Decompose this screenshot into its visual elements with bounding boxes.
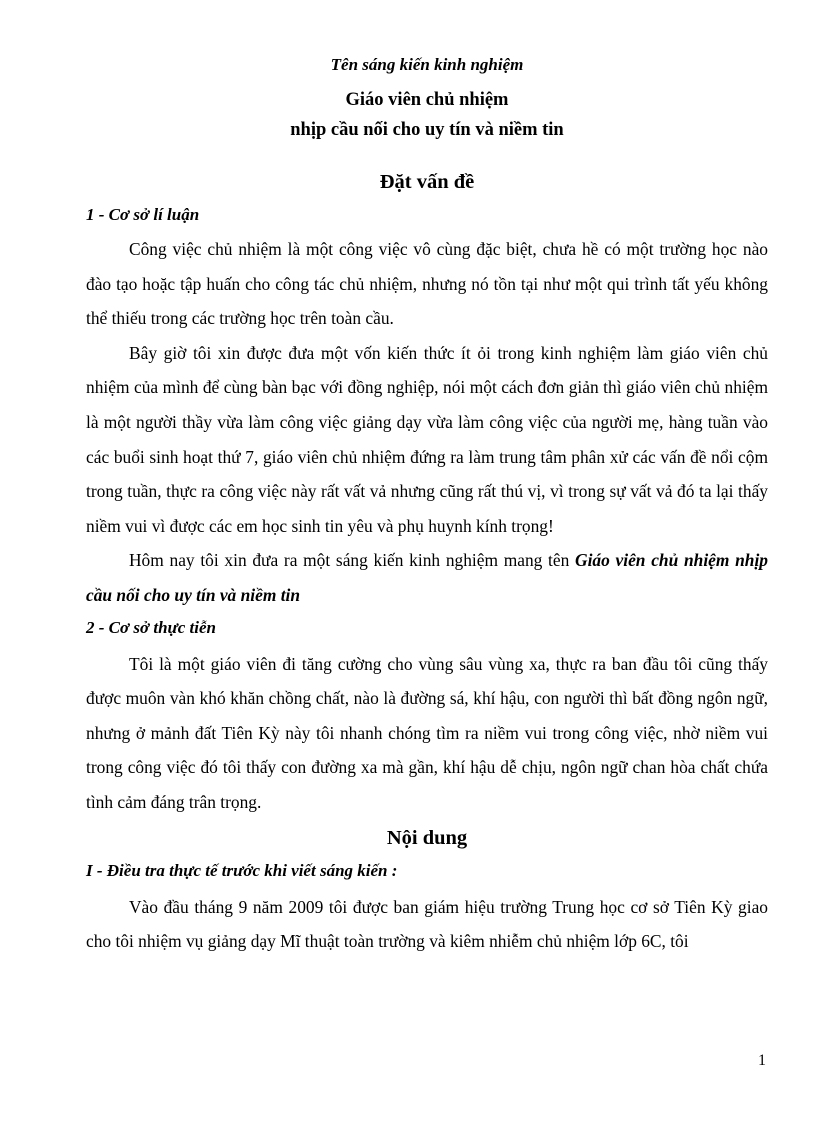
subsection-heading-dieu-tra-thuc-te: I - Điều tra thực tế trước khi viết sáng kiến : [86, 860, 398, 880]
paragraph-3-prefix: Hôm nay tôi xin đưa ra một sáng kiến kinh nghiệm mang tên [129, 550, 576, 571]
paragraph-3-emphasis: Giáo viên chủ nhiệm nhịp cầu nối cho uy tín và niềm tin [86, 550, 768, 605]
page-number: 1 [758, 1052, 766, 1069]
section-heading-dat-van-de: Đặt vấn đề [379, 171, 475, 193]
paragraph-3 [86, 543, 768, 612]
subsection-heading-co-so-li-luan: 1 - Cơ sở lí luận [86, 205, 200, 224]
document-title-line-2: nhịp cầu nối cho uy tín và niềm tin [290, 120, 564, 140]
document-page [86, 54, 768, 959]
subsection-heading-co-so-thuc-tien: 2 - Cơ sở thực tiễn [86, 617, 216, 637]
paragraph-5: Vào đầu tháng 9 năm 2009 tôi được ban giám hiệu trường Trung học cơ sở Tiên Kỳ giao cho tôi nhiệm vụ giảng dạy Mĩ thuật toàn trường và kiêm nhiễm chủ nhiệm lớp 6C, tôi [86, 896, 768, 952]
paragraph-1: Công việc chủ nhiệm là một công việc vô cùng đặc biệt, chưa hề có một trường học nào đào tạo hoặc tập huấn cho công tác chủ nhiệm, nhưng nó tồn tại như một qui trình tất yếu không thể thiếu trong các trường học trên toàn cầu. [86, 239, 768, 329]
paragraph-4: Tôi là một giáo viên đi tăng cường cho vùng sâu vùng xa, thực ra ban đầu tôi cũng thấy được muôn vàn khó khăn chồng chất, nào là đường sá, khí hậu, con người thì bất đồng ngôn ngữ, nhưng ở mảnh đất Tiên Kỳ này tôi nhanh chóng tìm ra niềm vui trong công việc, nhờ niềm vui trong công việc đó tôi thấy con đường xa mà gần, khí hậu dễ chịu, ngôn ngữ chan hòa chất chứa tình cảm đáng trân trọng. [86, 653, 768, 812]
document-title-line-1: Giáo viên chủ nhiệm [345, 90, 509, 110]
document-label: Tên sáng kiến kinh nghiệm [330, 55, 524, 74]
paragraph-2: Bây giờ tôi xin được đưa một vốn kiến thức ít ỏi trong kinh nghiệm làm giáo viên chủ nhiệm của mình để cùng bàn bạc với đồng nghiệp, nói một cách đơn giản thì giáo viên chủ nhiệm là một người thầy vừa làm công việc giảng dạy vừa làm công việc của người mẹ, hàng tuần vào các buổi sinh hoạt thứ 7, giáo viên chủ nhiệm đứng ra làm trung tâm phân xử các vấn đề nổi cộm trong tuần, thực ra công việc này rất vất vả nhưng cũng rất thú vị, vì trong sự vất vả đó ta lại thấy niềm vui vì được các em học sinh tin yêu và phụ huynh kính trọng! [86, 342, 768, 536]
section-heading-noi-dung: Nội dung [386, 826, 468, 849]
